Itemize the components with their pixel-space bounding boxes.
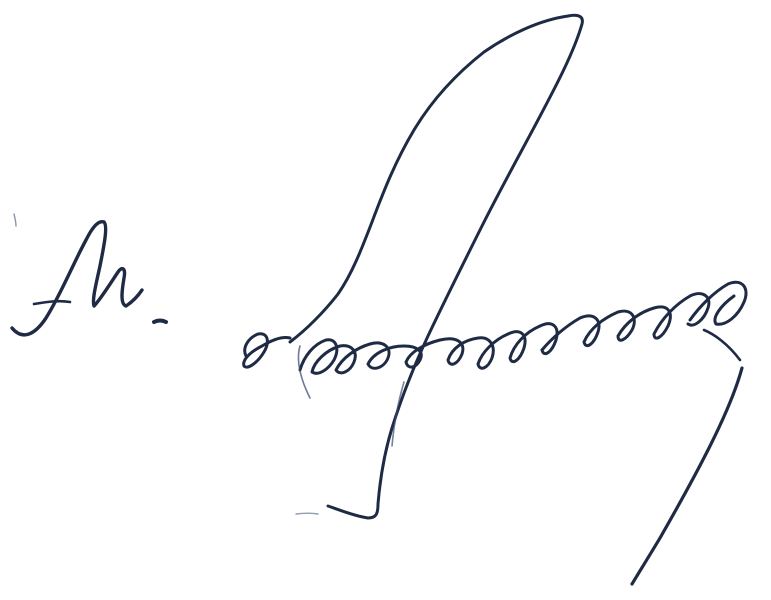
surname-descender [632, 368, 742, 584]
surname-lead-loop [244, 334, 290, 367]
surname-tall-flourish [290, 15, 582, 518]
signature-strokes [12, 15, 746, 584]
initial-m-stroke [12, 222, 142, 335]
initial-m-base-stroke [34, 301, 70, 304]
surname-middle-letters [300, 324, 557, 374]
surname-final-loop [690, 282, 746, 324]
stray-mark-2 [296, 513, 318, 514]
surname-tail-letters [542, 294, 709, 350]
surname-descender-link [704, 330, 740, 360]
stray-mark [14, 214, 16, 226]
initial-dot [154, 321, 166, 323]
